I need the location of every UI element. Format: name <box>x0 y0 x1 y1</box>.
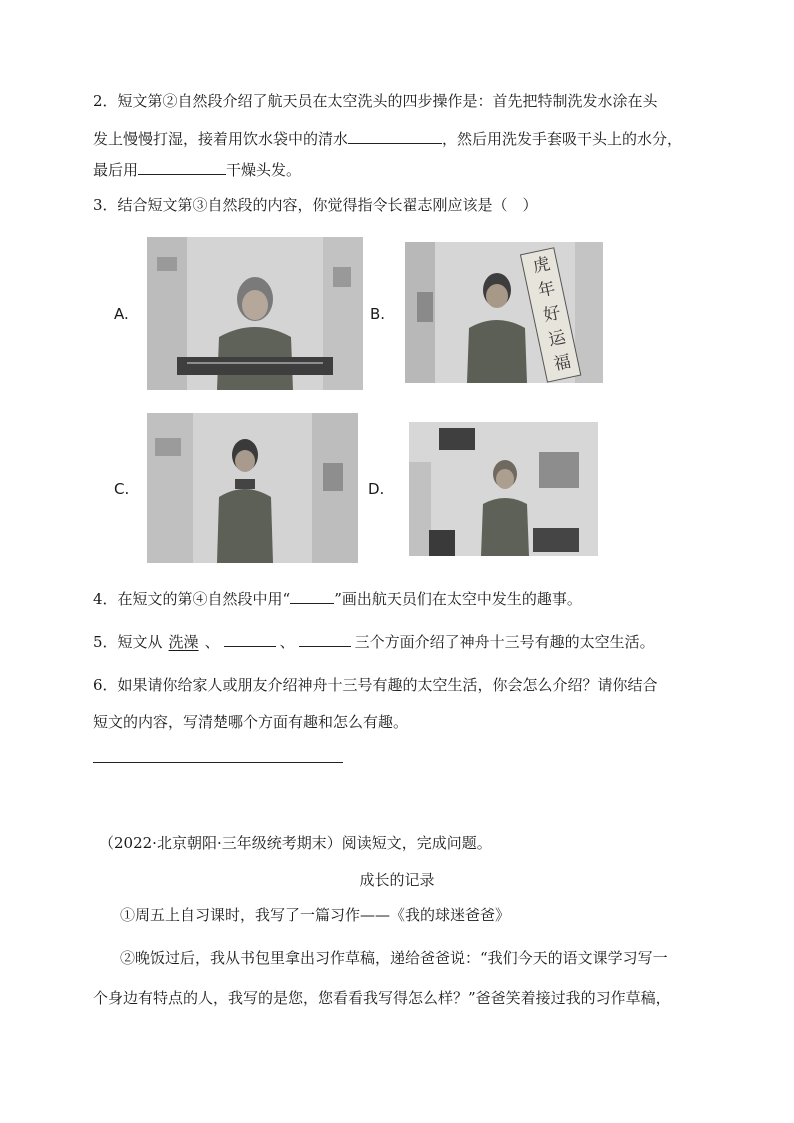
q2-answer-blank-2[interactable] <box>138 160 226 175</box>
q5-text-c: 、 <box>279 633 295 651</box>
option-d-photo[interactable] <box>409 422 598 556</box>
q6-line2: 短文的内容，写清楚哪个方面有趣和怎么有趣。 <box>93 713 409 731</box>
q4-line <box>93 588 582 609</box>
option-a-label[interactable]: A. <box>114 305 129 323</box>
q2-line3 <box>93 159 301 180</box>
option-d-illustration <box>409 422 598 556</box>
q2-line1: 2．短文第②自然段介绍了航天员在太空洗头的四步操作是：首先把特制洗发水涂在头 <box>93 92 658 110</box>
passage-paragraph-1: ①周五上自习课时，我写了一篇习作——《我的球迷爸爸》 <box>120 906 511 924</box>
q6-line1: 6．如果请你给家人或朋友介绍神舟十三号有趣的太空生活，你会怎么介绍？请你结合 <box>93 676 658 694</box>
q3-question: 3．结合短文第③自然段的内容，你觉得指令长翟志刚应该是（ ） <box>93 196 538 214</box>
option-b-label[interactable]: B. <box>370 305 386 323</box>
q5-line <box>93 631 655 652</box>
q6-answer-line[interactable] <box>93 762 343 763</box>
option-c-label[interactable]: C. <box>114 480 130 498</box>
q5-text-b: 、 <box>204 633 220 651</box>
passage-paragraph-2-line-1: ②晚饭过后，我从书包里拿出习作草稿，递给爸爸说：“我们今天的语文课学习写一 <box>120 949 668 967</box>
q5-answer-filled: 洗澡 <box>168 633 199 651</box>
q5-text-a: 5．短文从 <box>93 633 163 651</box>
q2-line3-a: 最后用 <box>93 161 139 179</box>
passage-paragraph-2-line-2: 个身边有特点的人，我写的是您，您看看我写得怎么样？”爸爸笑着接过我的习作草稿， <box>93 989 671 1007</box>
q2-line2-b: ，然后用洗发手套吸干头上的水分， <box>442 130 683 148</box>
q5-text-d: 三个方面介绍了神舟十三号有趣的太空生活。 <box>354 633 655 651</box>
option-b-photo[interactable] <box>405 242 603 383</box>
option-d-label[interactable]: D. <box>368 480 385 498</box>
option-b-banner: 虎年好运福 <box>531 254 573 375</box>
q2-line3-b: 干燥头发。 <box>226 161 302 179</box>
option-c-illustration <box>147 413 358 563</box>
q4-text-a: 4．在短文的第④自然段中用“ <box>93 590 291 608</box>
q4-underline-sample <box>290 591 334 604</box>
q2-line2-a: 发上慢慢打湿，接着用饮水袋中的清水 <box>93 130 349 148</box>
q2-answer-blank-1[interactable] <box>348 129 442 144</box>
passage-source: （2022·北京朝阳·三年级统考期末）阅读短文，完成问题。 <box>99 834 492 852</box>
passage-title: 成长的记录 <box>359 871 435 889</box>
option-a-photo[interactable] <box>147 237 363 390</box>
option-c-photo[interactable] <box>147 413 358 563</box>
option-a-illustration <box>147 237 363 390</box>
q5-answer-blank-2[interactable] <box>299 632 351 647</box>
q5-answer-blank-1[interactable] <box>224 632 276 647</box>
q4-text-b: ”画出航天员们在太空中发生的趣事。 <box>334 590 582 608</box>
q2-line2 <box>93 128 682 149</box>
